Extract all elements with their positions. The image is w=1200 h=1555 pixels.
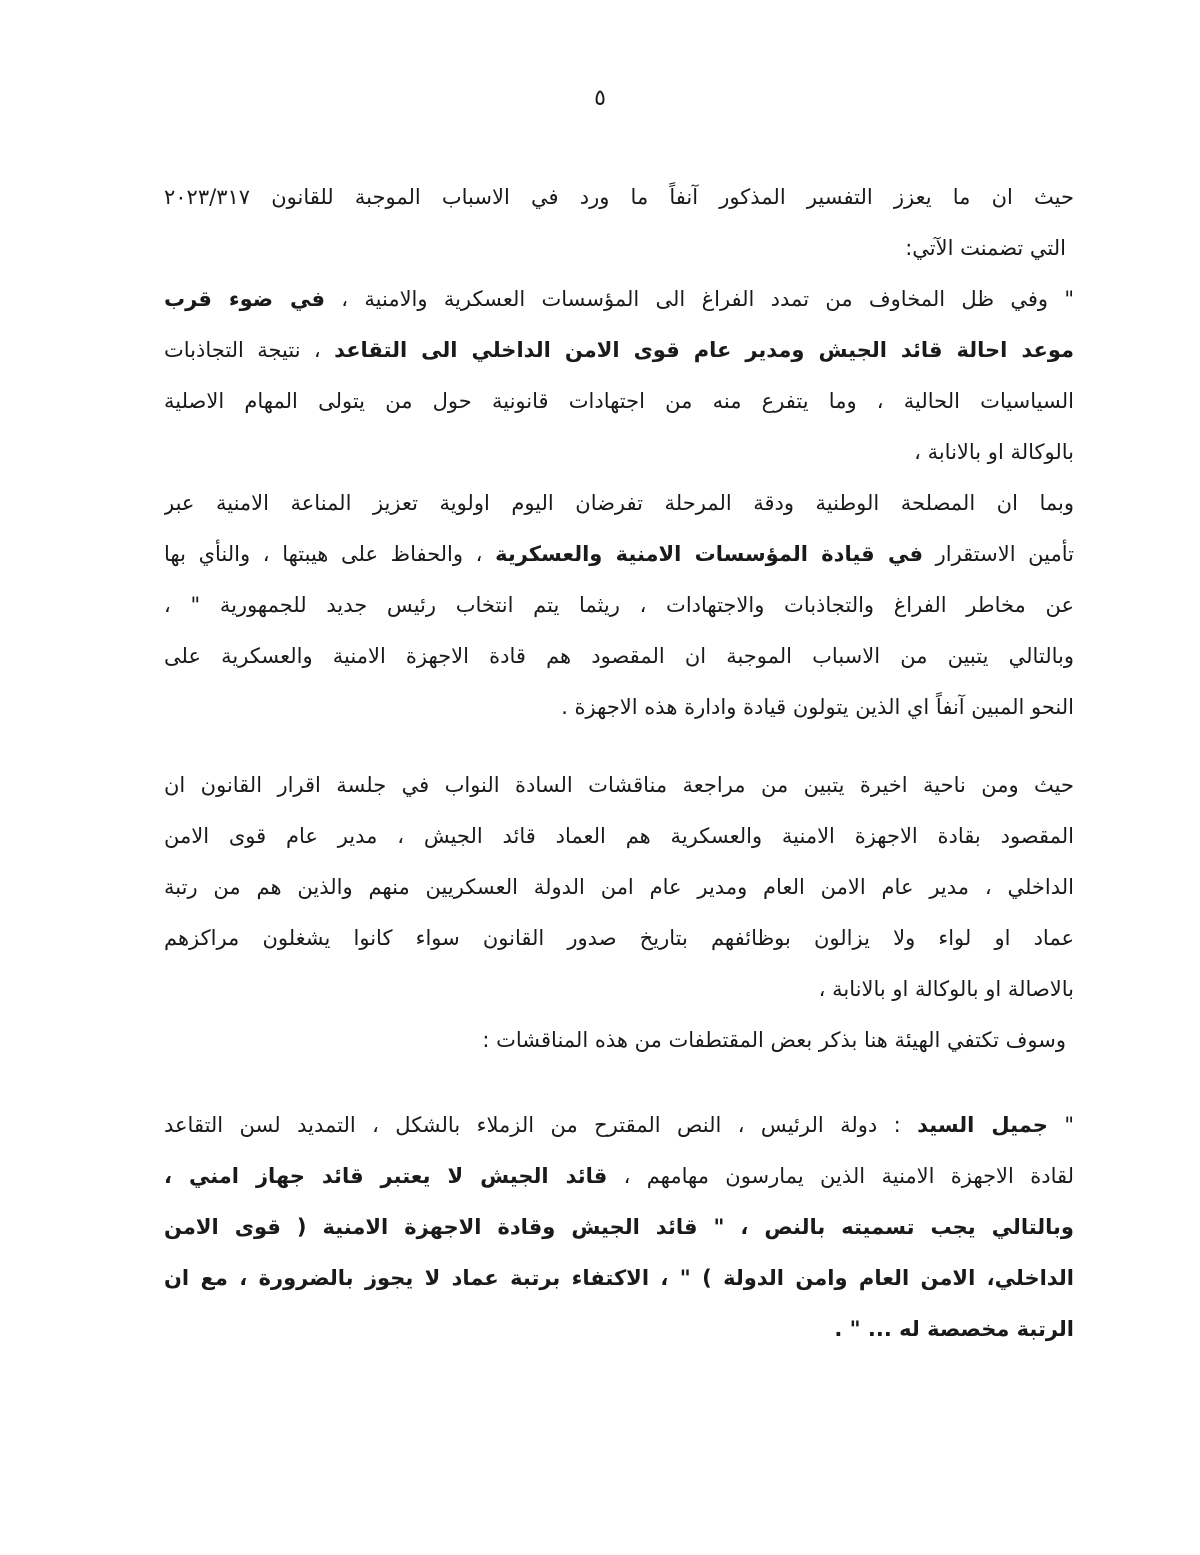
text-line: النحو المبين آنفاً اي الذين يتولون قيادة وادارة هذه الاجهزة . — [561, 695, 1074, 719]
text-line: عماد او لواء ولا يزالون بوظائفهم بتاريخ صدور القانون سواء كانوا يشغلون مراكزهم — [164, 926, 1074, 950]
quote-text: : دولة الرئيس ، النص المقترح من الزملاء بالشكل ، التمديد لسن التقاعد — [164, 1113, 918, 1137]
text-line — [164, 1100, 1074, 1151]
text-line: بالوكالة او بالانابة ، — [914, 440, 1074, 464]
text-line: عن مخاطر الفراغ والتجاذبات والاجتهادات ، ريثما يتم انتخاب رئيس جديد للجمهورية " ، — [164, 593, 1074, 617]
text-line: بالاصالة او بالوكالة او بالانابة ، — [818, 977, 1074, 1001]
text-line — [164, 325, 1074, 376]
speaker-name: جميل السيد — [917, 1113, 1048, 1137]
text-line — [164, 1151, 1074, 1202]
page-number: ٥ — [594, 86, 606, 111]
emphasis-text: الرتبة مخصصة له — [899, 1317, 1074, 1341]
text-line: وسوف تكتفي الهيئة هنا بذكر بعض المقتطفات من هذه المناقشات : — [482, 1028, 1066, 1052]
text-line: وبما ان المصلحة الوطنية ودقة المرحلة تفرضان اليوم اولوية تعزيز المناعة الامنية عبر — [164, 491, 1074, 515]
quote-text: " — [1047, 1113, 1074, 1137]
text-line: المقصود بقادة الاجهزة الامنية والعسكرية هم العماد قائد الجيش ، مدير عام قوى الامن — [164, 824, 1074, 848]
text-line: حيث ان ما يعزز التفسير المذكور آنفاً ما ورد في الاسباب الموجبة للقانون ٢٠٢٣/٣١٧ — [164, 185, 1074, 209]
text-line: التي تضمنت الآتي: — [905, 236, 1066, 260]
emphasis-text: قائد الجيش لا يعتبر قائد جهاز امني ، — [164, 1164, 608, 1188]
emphasis-text: في قيادة المؤسسات الامنية والعسكرية — [495, 542, 923, 566]
quote-text: ... " . — [834, 1317, 900, 1341]
emphasis-text: في ضوء قرب — [164, 287, 325, 311]
quote-text: ، والحفاظ على هيبتها ، والنأي بها — [164, 542, 496, 566]
paragraph-parliament-debates — [164, 760, 1074, 1066]
text-line — [164, 274, 1074, 325]
text-line: حيث ومن ناحية اخيرة يتبين من مراجعة مناقشات السادة النواب في جلسة اقرار القانون ان — [164, 773, 1074, 797]
paragraph-explanatory-reasons — [164, 172, 1074, 733]
quote-text: " وفي ظل المخاوف من تمدد الفراغ الى المؤسسات العسكرية والامنية ، — [325, 287, 1074, 311]
emphasis-text: موعد احالة قائد الجيش ومدير عام قوى الامن الداخلي الى التقاعد — [334, 338, 1074, 362]
text-line: السياسيات الحالية ، وما يتفرع منه من اجتهادات قانونية حول من يتولى المهام الاصلية — [164, 389, 1074, 413]
quote-text: تأمين الاستقرار — [922, 542, 1074, 566]
text-line: وبالتالي يجب تسميته بالنص ، " قائد الجيش وقادة الاجهزة الامنية ( قوى الامن — [164, 1215, 1074, 1239]
text-line — [164, 529, 1074, 580]
text-line: الداخلي، الامن العام وامن الدولة ) " ، الاكتفاء برتبة عماد لا يجوز بالضرورة ، مع ان — [164, 1266, 1074, 1290]
quote-text: ، نتيجة التجاذبات — [164, 338, 335, 362]
text-line: وبالتالي يتبين من الاسباب الموجبة ان المقصود هم قادة الاجهزة الامنية والعسكرية على — [164, 644, 1074, 668]
paragraph-debate-excerpt — [164, 1100, 1074, 1355]
text-line — [164, 1304, 1074, 1355]
quote-text: لقادة الاجهزة الامنية الذين يمارسون مهامهم ، — [607, 1164, 1074, 1188]
text-line: الداخلي ، مدير عام الامن العام ومدير عام امن الدولة العسكريين منهم والذين هم من رتبة — [164, 875, 1074, 899]
